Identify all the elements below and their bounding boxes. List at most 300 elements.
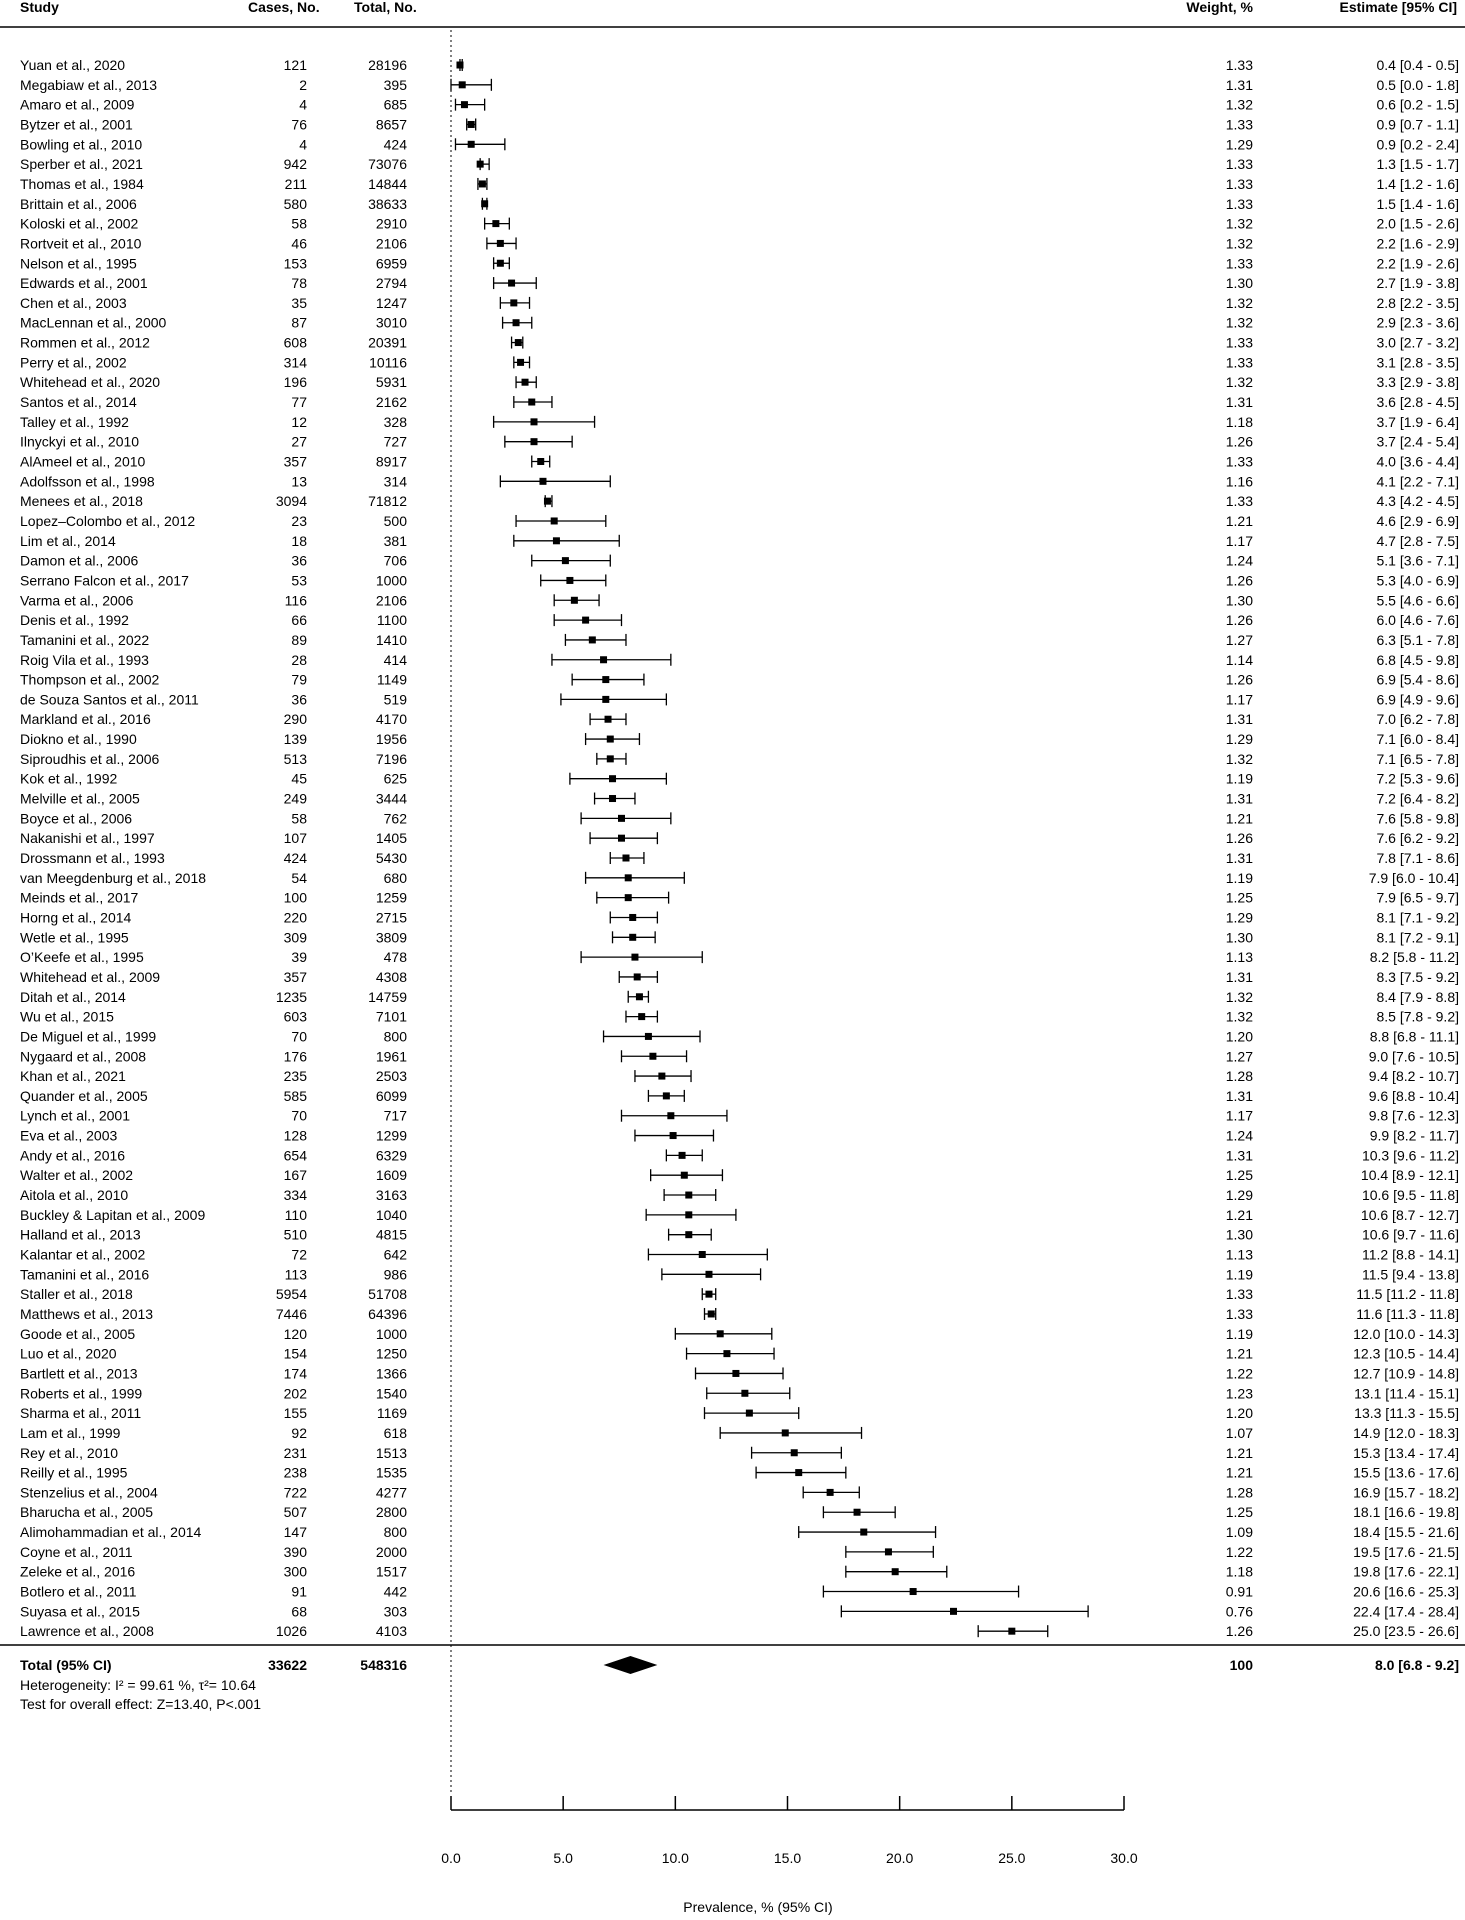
study-cases: 58 xyxy=(291,810,307,827)
study-weight: 1.14 xyxy=(1225,651,1253,668)
header-study: Study xyxy=(20,0,59,15)
study-weight: 1.33 xyxy=(1225,334,1253,351)
study-name: Coyne et al., 2011 xyxy=(20,1543,133,1560)
point-estimate xyxy=(791,1449,798,1456)
study-estimate-text: 8.4 [7.9 - 8.8] xyxy=(1376,988,1459,1005)
study-total: 314 xyxy=(383,473,407,490)
study-weight: 1.18 xyxy=(1225,413,1253,430)
study-estimate-text: 1.5 [1.4 - 1.6] xyxy=(1376,195,1459,212)
study-cases: 7446 xyxy=(275,1305,307,1322)
study-name: Ilnyckyi et al., 2010 xyxy=(20,433,140,450)
x-axis-label: Prevalence, % (95% CI) xyxy=(683,1899,833,1915)
table-row xyxy=(20,632,1459,648)
study-cases: 70 xyxy=(291,1028,307,1045)
point-estimate xyxy=(531,418,538,425)
study-name: Staller et al., 2018 xyxy=(20,1286,133,1303)
table-row xyxy=(20,434,1459,450)
study-estimate-text: 1.4 [1.2 - 1.6] xyxy=(1376,175,1459,192)
study-weight: 1.21 xyxy=(1225,810,1253,827)
study-name: Lynch et al., 2001 xyxy=(20,1107,131,1124)
study-estimate-text: 2.2 [1.6 - 2.9] xyxy=(1376,235,1459,252)
study-name: Bowling et al., 2010 xyxy=(20,136,143,153)
table-row xyxy=(20,235,1459,251)
study-name: Reilly et al., 1995 xyxy=(20,1464,128,1481)
study-estimate-text: 11.2 [8.8 - 14.1] xyxy=(1361,1246,1459,1263)
point-estimate xyxy=(885,1548,892,1555)
study-name: Serrano Falcon et al., 2017 xyxy=(20,572,189,589)
table-row xyxy=(20,1524,1459,1540)
summary-row xyxy=(20,1656,1459,1712)
study-total: 4308 xyxy=(375,968,407,985)
study-estimate-text: 11.5 [11.2 - 11.8] xyxy=(1356,1286,1459,1303)
x-tick-label: 5.0 xyxy=(553,1850,573,1866)
study-total: 717 xyxy=(383,1107,407,1124)
table-row xyxy=(20,1405,1459,1421)
study-estimate-text: 18.1 [16.6 - 19.8] xyxy=(1353,1504,1459,1521)
point-estimate xyxy=(602,676,609,683)
study-total: 3010 xyxy=(375,314,407,331)
study-weight: 1.26 xyxy=(1225,612,1253,629)
study-name: Brittain et al., 2006 xyxy=(20,195,137,212)
study-weight: 1.32 xyxy=(1225,750,1253,767)
table-header xyxy=(20,0,1457,15)
study-name: Chen et al., 2003 xyxy=(20,294,127,311)
point-estimate xyxy=(634,973,641,980)
study-name: Varma et al., 2006 xyxy=(20,592,134,609)
study-cases: 27 xyxy=(291,433,307,450)
study-total: 5430 xyxy=(375,850,407,866)
study-weight: 1.33 xyxy=(1225,354,1253,371)
study-weight: 1.32 xyxy=(1225,215,1253,232)
table-row xyxy=(20,1445,1459,1461)
point-estimate xyxy=(741,1390,748,1397)
study-estimate-text: 7.6 [5.8 - 9.8] xyxy=(1376,810,1459,827)
study-total: 381 xyxy=(383,532,407,549)
study-weight: 1.31 xyxy=(1225,394,1253,411)
study-total: 6099 xyxy=(375,1087,407,1104)
study-weight: 1.33 xyxy=(1225,116,1253,133)
study-total: 1366 xyxy=(375,1365,407,1382)
study-total: 1405 xyxy=(375,830,407,847)
study-cases: 3094 xyxy=(275,493,307,510)
study-weight: 1.21 xyxy=(1225,1444,1253,1461)
table-row xyxy=(20,116,1459,132)
point-estimate xyxy=(618,835,625,842)
point-estimate xyxy=(910,1588,917,1595)
point-estimate xyxy=(629,934,636,941)
point-estimate xyxy=(622,855,629,862)
study-total: 442 xyxy=(383,1583,407,1600)
study-total: 800 xyxy=(383,1028,407,1045)
study-cases: 54 xyxy=(291,869,307,886)
study-cases: 167 xyxy=(283,1167,307,1184)
study-weight: 1.33 xyxy=(1225,1305,1253,1322)
study-weight: 1.22 xyxy=(1225,1365,1253,1382)
point-estimate xyxy=(477,161,484,168)
study-estimate-text: 4.6 [2.9 - 6.9] xyxy=(1376,512,1459,529)
table-row xyxy=(20,1028,1459,1044)
study-name: Suyasa et al., 2015 xyxy=(20,1603,140,1620)
study-weight: 1.32 xyxy=(1225,374,1253,391)
study-cases: 513 xyxy=(283,750,307,767)
table-row xyxy=(20,652,1459,668)
study-name: Quander et al., 2005 xyxy=(20,1087,148,1104)
table-row xyxy=(20,1048,1459,1064)
point-estimate xyxy=(497,260,504,267)
table-row xyxy=(20,1306,1459,1322)
point-estimate xyxy=(539,478,546,485)
study-total: 625 xyxy=(383,770,407,787)
study-name: Santos et al., 2014 xyxy=(20,394,137,411)
study-name: Kalantar et al., 2002 xyxy=(20,1246,146,1263)
study-cases: 154 xyxy=(283,1345,307,1362)
study-weight: 1.24 xyxy=(1225,552,1253,569)
table-row xyxy=(20,156,1459,172)
study-total: 1299 xyxy=(375,1127,407,1144)
study-estimate-text: 2.9 [2.3 - 3.6] xyxy=(1376,314,1459,331)
table-row xyxy=(20,1147,1459,1163)
study-estimate-text: 10.4 [8.9 - 12.1] xyxy=(1360,1167,1459,1184)
study-weight: 1.33 xyxy=(1225,57,1253,73)
study-weight: 1.25 xyxy=(1225,1504,1253,1521)
study-total: 1513 xyxy=(375,1444,407,1461)
study-cases: 608 xyxy=(283,334,307,351)
study-name: Diokno et al., 1990 xyxy=(20,731,137,748)
study-cases: 72 xyxy=(291,1246,307,1263)
study-estimate-text: 6.9 [5.4 - 8.6] xyxy=(1376,671,1459,688)
study-total: 1250 xyxy=(375,1345,407,1362)
study-name: Nelson et al., 1995 xyxy=(20,255,137,272)
study-total: 986 xyxy=(383,1266,407,1283)
study-weight: 1.33 xyxy=(1225,255,1253,272)
study-weight: 1.26 xyxy=(1225,1623,1253,1640)
study-estimate-text: 3.0 [2.7 - 3.2] xyxy=(1376,334,1459,351)
study-name: Bytzer et al., 2001 xyxy=(20,116,133,133)
table-row xyxy=(20,335,1459,351)
study-cases: 121 xyxy=(283,57,307,73)
table-row xyxy=(20,791,1459,807)
study-estimate-text: 3.7 [2.4 - 5.4] xyxy=(1376,433,1459,450)
point-estimate xyxy=(679,1152,686,1159)
point-estimate xyxy=(723,1350,730,1357)
study-estimate-text: 6.0 [4.6 - 7.6] xyxy=(1376,612,1459,629)
study-total: 800 xyxy=(383,1524,407,1541)
point-estimate xyxy=(732,1370,739,1377)
point-estimate xyxy=(1008,1628,1015,1635)
study-cases: 290 xyxy=(283,711,307,728)
table-row xyxy=(20,315,1459,331)
study-estimate-text: 12.3 [10.5 - 14.4] xyxy=(1353,1345,1459,1362)
table-row xyxy=(20,592,1459,608)
study-cases: 46 xyxy=(291,235,307,252)
study-estimate-text: 0.9 [0.7 - 1.1] xyxy=(1376,116,1459,133)
study-total: 1410 xyxy=(375,631,407,648)
study-name: Meinds et al., 2017 xyxy=(20,889,139,906)
study-estimate-text: 4.7 [2.8 - 7.5] xyxy=(1376,532,1459,549)
study-estimate-text: 1.3 [1.5 - 1.7] xyxy=(1376,156,1459,173)
study-name: Tamanini et al., 2022 xyxy=(20,631,150,648)
study-cases: 231 xyxy=(283,1444,307,1461)
study-total: 8657 xyxy=(375,116,407,133)
study-total: 4815 xyxy=(375,1226,407,1243)
study-name: Walter et al., 2002 xyxy=(20,1167,134,1184)
study-cases: 128 xyxy=(283,1127,307,1144)
study-cases: 196 xyxy=(283,374,307,391)
study-name: Wu et al., 2015 xyxy=(20,1008,114,1025)
study-weight: 1.19 xyxy=(1225,869,1253,886)
study-estimate-text: 13.3 [11.3 - 15.5] xyxy=(1354,1405,1459,1422)
table-row xyxy=(20,929,1459,945)
study-weight: 1.19 xyxy=(1225,1325,1253,1342)
study-name: Roig Vila et al., 1993 xyxy=(20,651,149,668)
table-row xyxy=(20,493,1459,509)
study-cases: 100 xyxy=(283,889,307,906)
study-name: Halland et al., 2013 xyxy=(20,1226,141,1243)
study-name: Denis et al., 1992 xyxy=(20,612,129,629)
study-weight: 1.28 xyxy=(1225,1484,1253,1501)
study-cases: 66 xyxy=(291,612,307,629)
table-row xyxy=(20,275,1459,291)
study-total: 5931 xyxy=(375,374,407,391)
study-weight: 1.32 xyxy=(1225,294,1253,311)
study-weight: 1.16 xyxy=(1225,473,1253,490)
study-cases: 78 xyxy=(291,275,307,292)
study-cases: 79 xyxy=(291,671,307,688)
table-row xyxy=(20,989,1459,1005)
study-total: 1259 xyxy=(375,889,407,906)
study-cases: 36 xyxy=(291,552,307,569)
point-estimate xyxy=(607,736,614,743)
study-weight: 1.31 xyxy=(1225,1087,1253,1104)
header-weight: Weight, % xyxy=(1186,0,1253,15)
study-estimate-text: 9.4 [8.2 - 10.7] xyxy=(1368,1068,1459,1085)
study-weight: 1.32 xyxy=(1225,96,1253,113)
study-total: 727 xyxy=(383,433,407,450)
study-weight: 0.76 xyxy=(1225,1603,1253,1620)
study-name: Rortveit et al., 2010 xyxy=(20,235,142,252)
study-name: Zeleke et al., 2016 xyxy=(20,1563,136,1580)
study-cases: 139 xyxy=(283,731,307,748)
study-name: Roberts et al., 1999 xyxy=(20,1385,143,1402)
point-estimate xyxy=(636,993,643,1000)
point-estimate xyxy=(685,1192,692,1199)
study-cases: 220 xyxy=(283,909,307,926)
summary-diamond xyxy=(604,1656,658,1674)
point-estimate xyxy=(658,1073,665,1080)
study-name: Lawrence et al., 2008 xyxy=(20,1623,154,1640)
point-estimate xyxy=(681,1172,688,1179)
study-name: Ditah et al., 2014 xyxy=(20,988,126,1005)
table-row xyxy=(20,1068,1459,1084)
study-name: Whitehead et al., 2020 xyxy=(20,374,161,391)
point-estimate xyxy=(528,399,535,406)
study-cases: 238 xyxy=(283,1464,307,1481)
point-estimate xyxy=(699,1251,706,1258)
study-cases: 357 xyxy=(283,453,307,470)
study-weight: 1.29 xyxy=(1225,1187,1253,1204)
study-estimate-text: 0.4 [0.4 - 0.5] xyxy=(1376,57,1459,73)
study-weight: 1.30 xyxy=(1225,592,1253,609)
point-estimate xyxy=(544,498,551,505)
study-cases: 334 xyxy=(283,1187,307,1204)
table-row xyxy=(20,1544,1459,1560)
study-estimate-text: 9.6 [8.8 - 10.4] xyxy=(1368,1087,1459,1104)
study-total: 38633 xyxy=(368,195,407,212)
table-row xyxy=(20,394,1459,410)
study-name: Markland et al., 2016 xyxy=(20,711,151,728)
study-weight: 1.28 xyxy=(1225,1068,1253,1085)
x-tick-label: 20.0 xyxy=(886,1850,914,1866)
study-cases: 249 xyxy=(283,790,307,807)
study-name: Rommen et al., 2012 xyxy=(20,334,150,351)
study-weight: 1.21 xyxy=(1225,1345,1253,1362)
study-cases: 300 xyxy=(283,1563,307,1580)
study-total: 6329 xyxy=(375,1147,407,1164)
study-name: Wetle et al., 1995 xyxy=(20,929,129,946)
study-estimate-text: 8.2 [5.8 - 11.2] xyxy=(1369,949,1459,966)
table-row xyxy=(20,850,1459,866)
study-name: MacLennan et al., 2000 xyxy=(20,314,167,331)
study-name: De Miguel et al., 1999 xyxy=(20,1028,157,1045)
study-total: 14759 xyxy=(368,988,407,1005)
study-total: 2000 xyxy=(375,1543,407,1560)
study-total: 680 xyxy=(383,869,407,886)
study-estimate-text: 7.8 [7.1 - 8.6] xyxy=(1376,850,1459,866)
point-estimate xyxy=(663,1092,670,1099)
study-name: de Souza Santos et al., 2011 xyxy=(20,691,199,708)
table-row xyxy=(20,711,1459,727)
study-estimate-text: 11.5 [9.4 - 13.8] xyxy=(1361,1266,1459,1283)
table-row xyxy=(20,176,1459,192)
table-row xyxy=(20,533,1459,549)
study-name: Yuan et al., 2020 xyxy=(20,57,126,73)
study-cases: 390 xyxy=(283,1543,307,1560)
study-cases: 235 xyxy=(283,1068,307,1085)
study-weight: 1.33 xyxy=(1225,195,1253,212)
study-cases: 92 xyxy=(291,1424,307,1441)
study-total: 2162 xyxy=(375,394,407,411)
study-name: Andy et al., 2016 xyxy=(20,1147,126,1164)
table-row xyxy=(20,1504,1459,1520)
point-estimate xyxy=(670,1132,677,1139)
study-weight: 1.30 xyxy=(1225,1226,1253,1243)
study-name: Koloski et al., 2002 xyxy=(20,215,139,232)
study-estimate-text: 8.5 [7.8 - 9.2] xyxy=(1376,1008,1459,1025)
study-cases: 110 xyxy=(284,1206,307,1223)
study-cases: 87 xyxy=(291,314,307,331)
study-total: 519 xyxy=(383,691,407,708)
study-estimate-text: 5.3 [4.0 - 6.9] xyxy=(1376,572,1459,589)
point-estimate xyxy=(708,1310,715,1317)
table-row xyxy=(20,216,1459,232)
table-row xyxy=(20,295,1459,311)
header-estimate: Estimate [95% CI] xyxy=(1339,0,1457,15)
study-estimate-text: 16.9 [15.7 - 18.2] xyxy=(1353,1484,1459,1501)
table-row xyxy=(20,691,1459,707)
study-total: 328 xyxy=(383,413,407,430)
study-weight: 1.33 xyxy=(1225,493,1253,510)
study-cases: 107 xyxy=(283,830,307,847)
study-total: 64396 xyxy=(368,1305,407,1322)
study-weight: 1.29 xyxy=(1225,731,1253,748)
study-estimate-text: 7.1 [6.5 - 7.8] xyxy=(1376,750,1459,767)
study-total: 2106 xyxy=(375,592,407,609)
point-estimate xyxy=(892,1568,899,1575)
table-row xyxy=(20,196,1459,212)
x-tick-label: 15.0 xyxy=(773,1850,802,1866)
study-total: 642 xyxy=(383,1246,407,1263)
table-row xyxy=(20,454,1459,470)
study-estimate-text: 13.1 [11.4 - 15.1] xyxy=(1354,1385,1459,1402)
point-estimate xyxy=(513,319,520,326)
study-estimate-text: 20.6 [16.6 - 25.3] xyxy=(1353,1583,1459,1600)
study-name: Tamanini et al., 2016 xyxy=(20,1266,150,1283)
study-estimate-text: 0.9 [0.2 - 2.4] xyxy=(1376,136,1459,153)
study-total: 2794 xyxy=(375,275,407,292)
summary-total: 548316 xyxy=(360,1657,407,1673)
study-total: 762 xyxy=(383,810,407,827)
study-total: 10116 xyxy=(369,354,407,371)
study-estimate-text: 7.2 [6.4 - 8.2] xyxy=(1376,790,1459,807)
table-row xyxy=(20,672,1459,688)
study-cases: 113 xyxy=(284,1266,307,1283)
study-name: Boyce et al., 2006 xyxy=(20,810,133,827)
study-total: 706 xyxy=(383,552,407,569)
study-weight: 1.31 xyxy=(1225,968,1253,985)
study-name: Stenzelius et al., 2004 xyxy=(20,1484,158,1501)
study-name: Botlero et al., 2011 xyxy=(20,1583,137,1600)
study-weight: 1.32 xyxy=(1225,235,1253,252)
study-total: 7196 xyxy=(375,750,407,767)
point-estimate xyxy=(522,379,529,386)
point-estimate xyxy=(531,438,538,445)
study-cases: 116 xyxy=(284,592,307,609)
study-name: Bharucha et al., 2005 xyxy=(20,1504,154,1521)
study-cases: 1026 xyxy=(275,1623,307,1640)
study-cases: 70 xyxy=(291,1107,307,1124)
study-estimate-text: 5.5 [4.6 - 6.6] xyxy=(1376,592,1459,609)
point-estimate xyxy=(479,180,486,187)
study-total: 395 xyxy=(383,76,407,93)
study-total: 303 xyxy=(383,1603,407,1620)
point-estimate xyxy=(950,1608,957,1615)
study-weight: 1.24 xyxy=(1225,1127,1253,1144)
table-row xyxy=(20,414,1459,430)
study-name: AlAmeel et al., 2010 xyxy=(20,453,146,470)
point-estimate xyxy=(667,1112,674,1119)
study-weight: 1.17 xyxy=(1225,691,1253,708)
study-estimate-text: 3.1 [2.8 - 3.5] xyxy=(1376,354,1459,371)
study-name: Thomas et al., 1984 xyxy=(20,175,144,192)
study-name: Edwards et al., 2001 xyxy=(20,275,148,292)
study-estimate-text: 19.8 [17.6 - 22.1] xyxy=(1353,1563,1459,1580)
point-estimate xyxy=(717,1330,724,1337)
study-estimate-text: 22.4 [17.4 - 28.4] xyxy=(1353,1603,1459,1620)
point-estimate xyxy=(510,299,517,306)
table-row xyxy=(20,57,1459,73)
table-row xyxy=(20,77,1459,93)
study-weight: 1.26 xyxy=(1225,830,1253,847)
study-total: 4103 xyxy=(375,1623,407,1640)
summary-label: Total (95% CI) xyxy=(20,1657,112,1673)
study-cases: 120 xyxy=(283,1325,307,1342)
study-cases: 580 xyxy=(283,195,307,212)
study-weight: 1.20 xyxy=(1225,1405,1253,1422)
study-cases: 357 xyxy=(283,968,307,985)
point-estimate xyxy=(827,1489,834,1496)
study-weight: 1.13 xyxy=(1225,949,1253,966)
study-total: 1000 xyxy=(375,1325,407,1342)
